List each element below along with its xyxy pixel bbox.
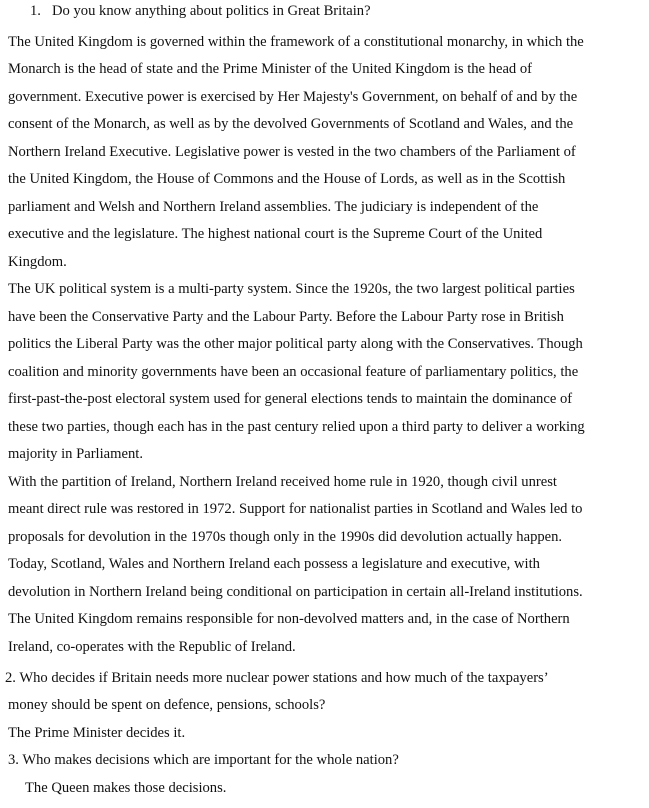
text-line: devolution in Northern Ireland being conditional on participation in certain all-Ireland institutions. (8, 584, 583, 600)
text-line: first-past-the-post electoral system used for general elections tends to maintain the dominance of (8, 391, 573, 407)
question-1: Do you know anything about politics in Great Britain? (52, 3, 371, 19)
question-2-line: 2. Who decides if Britain needs more nuclear power stations and how much of the taxpayers’ (5, 670, 549, 686)
text-line: Monarch is the head of state and the Prime Minister of the United Kingdom is the head of (8, 61, 533, 77)
text-line: The UK political system is a multi-party system. Since the 1920s, the two largest political parties (8, 281, 575, 297)
text-line: Today, Scotland, Wales and Northern Ireland each possess a legislature and executive, with (8, 556, 540, 572)
text-line: majority in Parliament. (8, 446, 143, 462)
text-line: Kingdom. (8, 254, 67, 270)
text-line: The United Kingdom remains responsible for non-devolved matters and, in the case of Northern (8, 611, 570, 627)
text-line: consent of the Monarch, as well as by the devolved Governments of Scotland and Wales, and the (8, 116, 574, 132)
question-3: 3. Who makes decisions which are important for the whole nation? (8, 752, 399, 768)
text-line: The United Kingdom is governed within the framework of a constitutional monarchy, in which the (8, 34, 584, 50)
answer-3: The Queen makes those decisions. (25, 780, 227, 796)
question-2-line: money should be spent on defence, pensions, schools? (8, 697, 326, 713)
text-line: parliament and Welsh and Northern Ireland assemblies. The judiciary is independent of the (8, 199, 539, 215)
answer-2: The Prime Minister decides it. (8, 725, 186, 741)
text-line: Northern Ireland Executive. Legislative power is vested in the two chambers of the Parliament of (8, 144, 576, 160)
question-1-number: 1. (30, 3, 41, 19)
text-line: executive and the legislature. The highest national court is the Supreme Court of the United (8, 226, 543, 242)
text-line: proposals for devolution in the 1970s though only in the 1990s did devolution actually happen. (8, 529, 563, 545)
text-line: government. Executive power is exercised by Her Majesty's Government, on behalf of and by the (8, 89, 578, 105)
text-line: coalition and minority governments have been an occasional feature of parliamentary politics, the (8, 364, 579, 380)
text-line: With the partition of Ireland, Northern Ireland received home rule in 1920, though civil unrest (8, 474, 557, 490)
text-line: these two parties, though each has in the past century relied upon a third party to deliver a working (8, 419, 585, 435)
text-line: meant direct rule was restored in 1972. Support for nationalist parties in Scotland and Wales led to (8, 501, 583, 517)
text-line: politics the Liberal Party was the other major political party along with the Conservatives. Though (8, 336, 583, 352)
text-line: Ireland, co-operates with the Republic of Ireland. (8, 639, 296, 655)
text-line: the United Kingdom, the House of Commons and the House of Lords, as well as in the Scottish (8, 171, 566, 187)
text-line: have been the Conservative Party and the Labour Party. Before the Labour Party rose in British (8, 309, 564, 325)
